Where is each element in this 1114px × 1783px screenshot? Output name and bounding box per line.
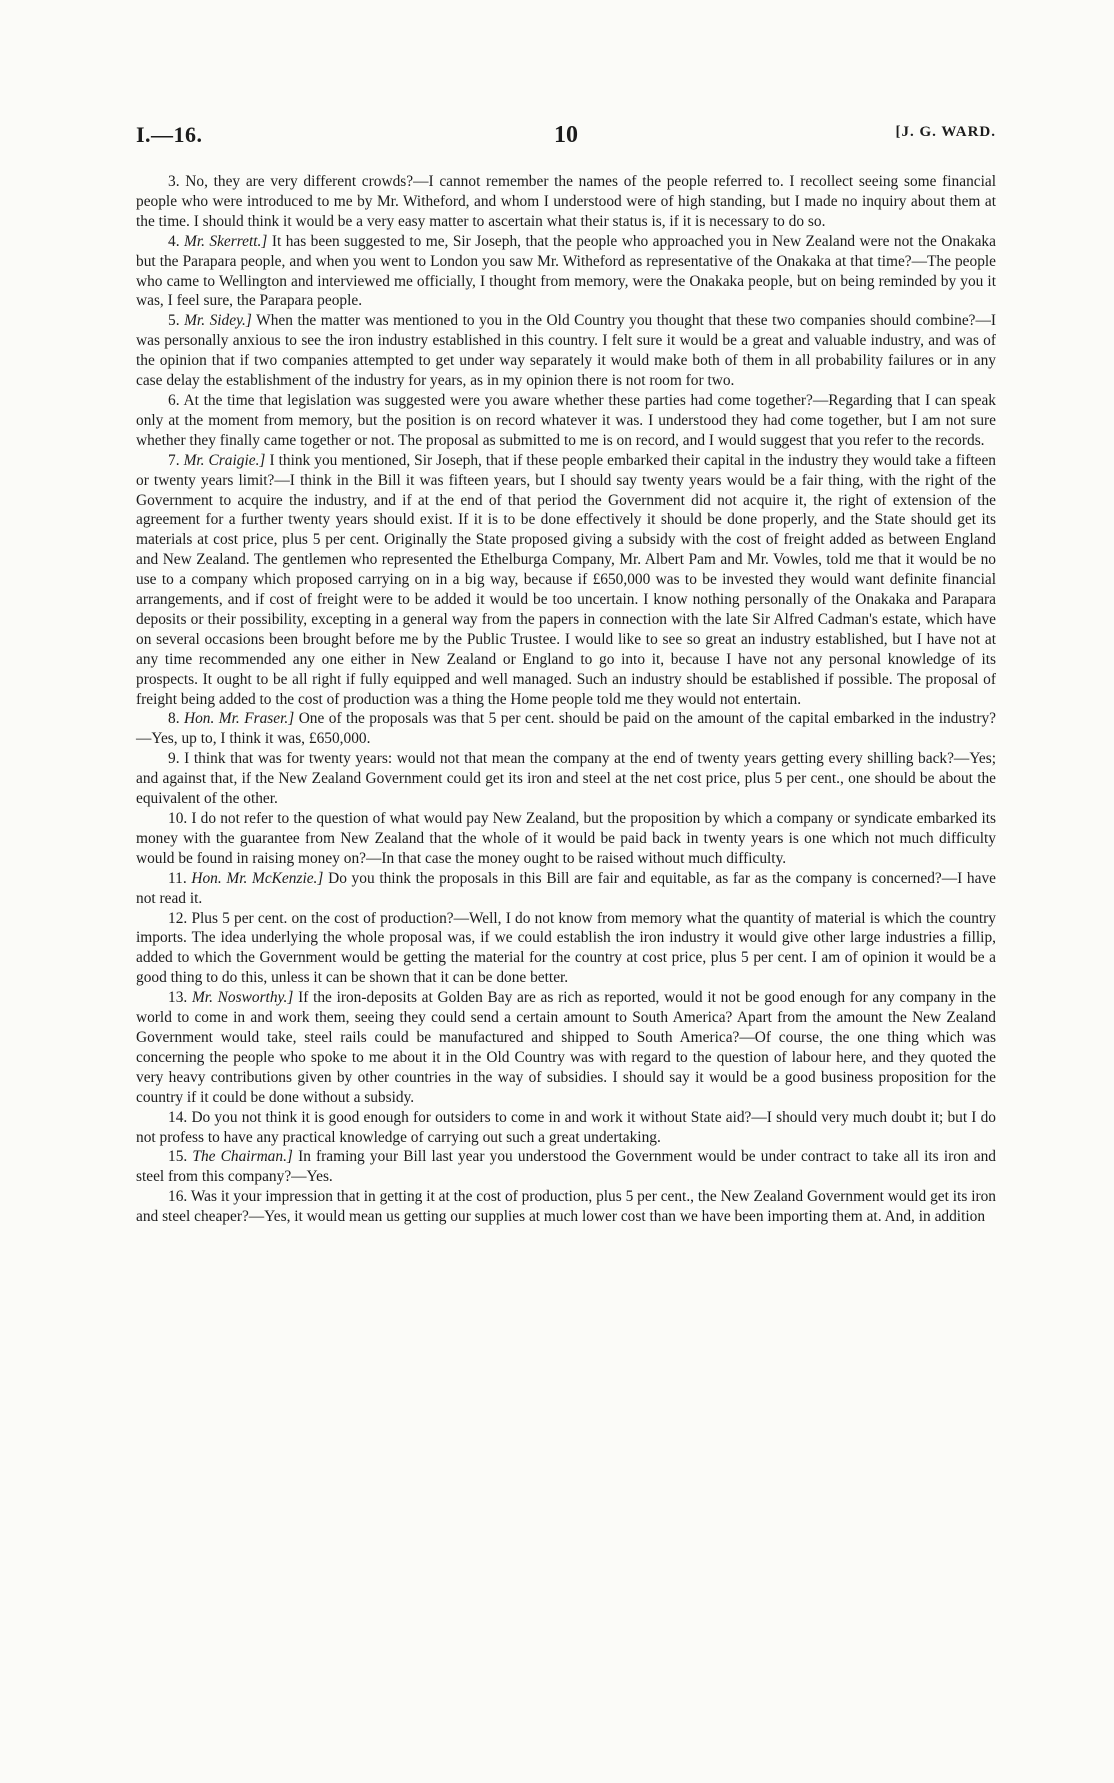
paragraph-text: One of the proposals was that 5 per cent. should be paid on the amount of the capital embarked in the industry?—Yes, up to, I think it was, £650,000. (136, 710, 996, 748)
paragraph-text: Plus 5 per cent. on the cost of production?—Well, I do not know from memory what the quantity of material is which the country imports. The idea underlying the whole proposal was, if we could establish the iron industry it would give other large industries a fillip, added to which the Government would be getting the material for the country at cost price, plus 5 per cent. I am of opinion it would be a good thing to do this, unless it can be shown that it can be done better. (136, 909, 996, 987)
paragraph-text: Do you think the proposals in this Bill are fair and equitable, as far as the company is concerned?—I have not read it. (136, 869, 996, 907)
speaker: Hon. Mr. McKenzie.] (191, 869, 324, 887)
paragraph-text: I think you mentioned, Sir Joseph, that if these people embarked their capital in the industry they would take a fifteen or twenty years limit?—I think in the Bill it was fifteen years, but I should say twenty years would be a fair thing, with the right of the Government to acquire the industry, and if at the end of that period the Government did not acquire it, the right of extension of the agreement for a further twenty years should exist. If it is to be done effectively it should be done properly, and the State should get its materials at cost price, plus 5 per cent. Originally the State proposed giving a subsidy with the cost of freight added as between England and New Zealand. The gentlemen who represented the Ethelburga Company, Mr. Albert Pam and Mr. Vowles, told me that it would be no use to a company which proposed carrying on in a big way, because if £650,000 was to be invested they would want definite financial arrangements, and if cost of freight were to be added it would be too uncertain. I know nothing personally of the Onakaka and Parapara deposits or their possibility, excepting in a general way from the papers in connection with the late Sir Alfred Cadman's estate, which have on several occasions been brought before me by the Public Trustee. I would like to see so great an industry established, but I have not at any time recommended any one either in New Zealand or England to go into it, because I have not any personal knowledge of its prospects. It ought to be all right if fully equipped and well managed. Such an industry should be established if possible. The proposal of freight being added to the cost of production was a thing the Home people told me they would not entertain. (136, 451, 997, 708)
paragraph-text: I do not refer to the question of what would pay New Zealand, but the proposition by which a company or syndicate embarked its money with the guarantee from New Zealand that the whole of it would be paid back in twenty years is one which not much difficulty would be found in raising money on?—In that case the money ought to be raised without much difficulty. (136, 810, 996, 867)
paragraph-text: Was it your impression that in getting it at the cost of production, plus 5 per cent., the New Zealand Government would get its iron and steel cheaper?—Yes, it would mean us getting our supplies at much lower cost than we have been importing them at. And, in addition (136, 1188, 996, 1226)
paper-reference: I.—16. (136, 122, 203, 147)
speaker: Mr. Sidey.] (184, 312, 252, 330)
paragraph (136, 809, 996, 869)
question-number: 3. (168, 173, 180, 190)
paragraph (136, 1187, 996, 1227)
question-number: 5. (168, 312, 180, 330)
paragraph (136, 311, 996, 391)
paragraph-text: It has been suggested to me, Sir Joseph, that the people who approached you in New Zealand were not the Onakaka but the Parapara people, and when you went to London you saw Mr. Witheford as representative of the Onakaka at that time?—The people who came to Wellington and interviewed me officially, I thought from memory, were the Onakaka people, but on being reminded by you it was, I feel sure, the Parapara people. (136, 232, 996, 310)
paragraph (136, 172, 996, 232)
paragraph (136, 909, 996, 989)
speaker: The Chairman.] (192, 1148, 293, 1166)
paragraph (136, 232, 996, 312)
question-number: 13. (168, 989, 188, 1007)
paragraph (136, 1108, 996, 1148)
question-number: 15. (168, 1148, 188, 1166)
paragraph-text: When the matter was mentioned to you in the Old Country you thought that these two companies should combine?—I was personally anxious to see the iron industry established in this country. I felt sure it would be a great and valuable industry, and was of the opinion that if two companies attempted to get under way separately it would make both of them in all probability failures or in any case delay the establishment of the industry for years, as in my opinion there is not room for two. (136, 312, 996, 390)
witness-name: [J. G. WARD. (895, 124, 996, 140)
page-number: 10 (554, 122, 578, 148)
paragraph-text: If the iron-deposits at Golden Bay are as rich as reported, would it not be good enough for any company in the world to come in and work them, seeing they could send a certain amount to South America? Apart from the amount the New Zealand Government would take, steel rails could be manufactured and shipped to South America?—Of course, the one thing which was concerning the people who spoke to me about it in the Old Country was with regard to the question of labour here, and they quoted the very heavy contributions given by other countries in the way of subsidies. I should say it would be a good business proposition for the country if it could be done without a subsidy. (136, 989, 996, 1106)
paragraph (136, 451, 996, 710)
speaker: Mr. Nosworthy.] (191, 989, 294, 1007)
question-number: 10. (168, 810, 188, 827)
question-number: 16. (168, 1188, 188, 1206)
paragraph-text: At the time that legislation was suggested were you aware whether these parties had come together?—Regarding that I can speak only at the moment from memory, but the position is on record whatever it was. I understood they had come together, but I am not sure whether they finally came together or not. The proposal as submitted to me is on record, and I would suggest that you refer to the records. (136, 391, 996, 449)
question-number: 14. (168, 1108, 188, 1126)
page-body (136, 172, 996, 1227)
paragraph-text: In framing your Bill last year you understood the Government would be under contract to take all its iron and steel from this company?—Yes. (136, 1148, 996, 1186)
page-header (136, 122, 996, 156)
paragraph-text: Do you not think it is good enough for outsiders to come in and work it without State aid?—I should very much doubt it; but I do not profess to have any practical knowledge of carrying out such a great undertaking. (136, 1108, 996, 1146)
paragraph-text: No, they are very different crowds?—I cannot remember the names of the people referred to. I recollect seeing some financial people who were introduced to me by Mr. Witheford, and whom I understood were of high standing, but I made no inquiry about them at the time. I should think it would be a very easy matter to ascertain what their status is, if it is necessary to do so. (136, 173, 996, 230)
speaker: Mr. Craigie.] (183, 451, 266, 469)
paragraph (136, 1147, 996, 1187)
paragraph (136, 709, 996, 749)
question-number: 6. (168, 391, 180, 409)
question-number: 7. (168, 451, 180, 469)
paragraph (136, 749, 996, 809)
question-number: 8. (168, 710, 180, 728)
question-number: 9. (168, 750, 180, 768)
question-number: 12. (168, 909, 188, 927)
paragraph (136, 869, 996, 909)
paragraph (136, 391, 996, 451)
paragraph-text: I think that was for twenty years: would not that mean the company at the end of twenty years getting every shilling back?—Yes; and against that, if the New Zealand Government could get its iron and steel at the net cost price, plus 5 per cent., one should be about the equivalent of the other. (136, 750, 996, 808)
speaker: Hon. Mr. Fraser.] (184, 710, 295, 728)
speaker: Mr. Skerrett.] (184, 232, 268, 250)
paragraph (136, 988, 996, 1107)
question-number: 11. (168, 869, 187, 887)
question-number: 4. (168, 232, 180, 250)
